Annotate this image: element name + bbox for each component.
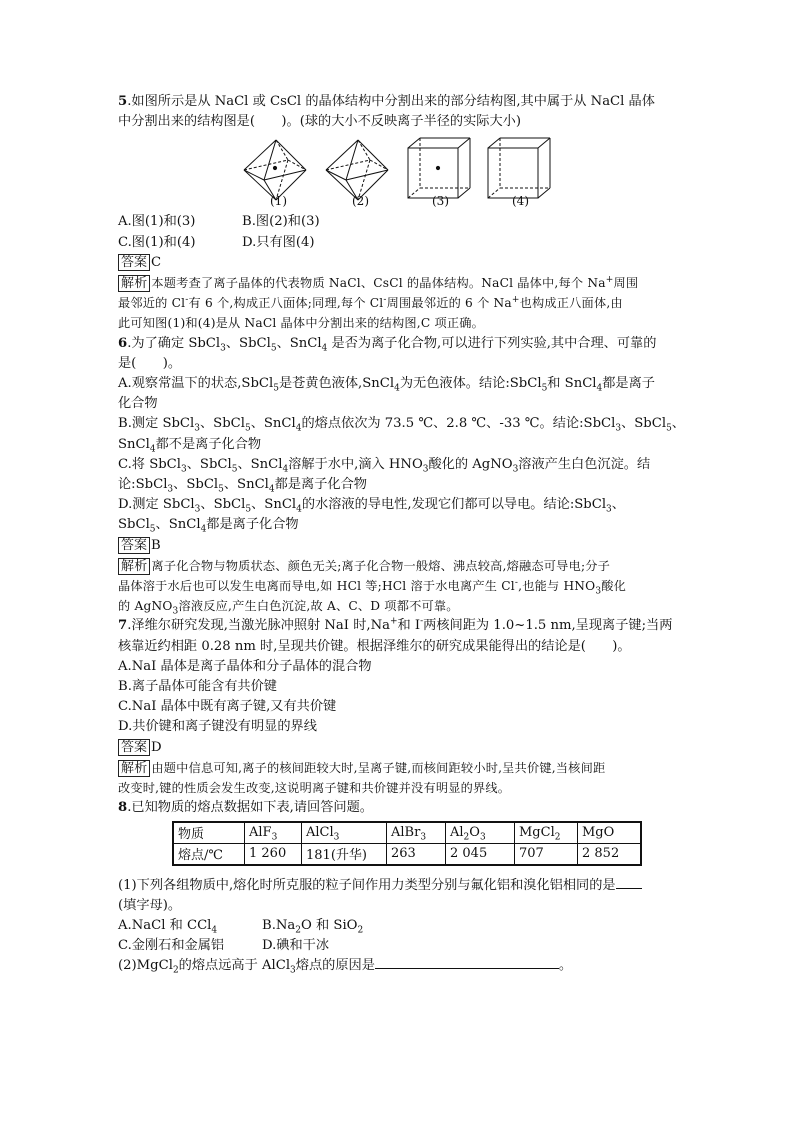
q5-option-b[interactable]: B.图(2)和(3) xyxy=(242,214,320,230)
q7-explanation-line1: 解析 由题中信息可知,离子的核间距较大时,呈离子键,而核间距较小时,呈共价键,当核间距 xyxy=(118,758,678,778)
q5-option-a[interactable]: A.图(1)和(3) xyxy=(118,214,196,230)
explanation-tag: 解析 xyxy=(118,558,150,575)
fig-label-4: (4) xyxy=(512,194,529,209)
q7-stem-line2: 核靠近约相距 0.28 nm 时,呈现共价键。根据泽维尔的研究成果能得出的结论是( )。 xyxy=(118,638,631,654)
answer-blank-1[interactable] xyxy=(616,888,642,889)
cube-figure-4 xyxy=(488,138,550,198)
q5-explanation-line1: 解析 本题考查了离子晶体的代表物质 NaCl、CsCl 的晶体结构。NaCl 晶体中,每个 Na+周围 xyxy=(118,273,678,293)
q7-explanation-line2: 改变时,键的性质会发生改变,这说明离子键和共价键并没有明显的界线。 xyxy=(118,781,511,796)
q8-part1-line1: (1)下列各组物质中,熔化时所克服的粒子间作用力类型分别与氟化铝和溴化铝相同的是 xyxy=(118,876,678,896)
q6-explanation-line1: 解析 离子化合物与物质状态、颜色无关;离子化合物一般熔、沸点较高,熔融态可导电;分子 xyxy=(118,556,678,576)
q7-option-c[interactable]: C.NaI 晶体中既有离子键,又有共价键 xyxy=(118,699,337,715)
fig-label-3: (3) xyxy=(432,194,449,209)
q7-option-b[interactable]: B.离子晶体可能含有共价键 xyxy=(118,679,277,695)
q8-option-c[interactable]: C.金刚石和金属铝 xyxy=(118,938,225,954)
q6-explanation-line3: 的 AgNO$_3$溶液反应,产生白色沉淀,故 A、C、D 项都不可靠。 xyxy=(118,599,459,617)
table-cell: 2 852 xyxy=(578,843,642,865)
table-cell: AlBr$_3$ xyxy=(387,822,446,844)
table-cell: AlCl$_3$ xyxy=(302,822,387,844)
q6-option-d-line1[interactable]: D.测定 SbCl$_3$、SbCl$_5$、SnCl$_4$的水溶液的导电性,发现它们都可以导电。结论:SbCl$_3$、 xyxy=(118,497,625,515)
q6-option-b-line1[interactable]: B.测定 SbCl$_3$、SbCl$_5$、SnCl$_4$的熔点依次为 73.5 ℃、2.8 ℃、-33 ℃。结论:SbCl$_3$、SbCl$_5$、 xyxy=(118,416,685,435)
q8-options-row2 xyxy=(118,936,678,956)
page xyxy=(118,92,685,977)
q8-options-row1 xyxy=(118,916,678,936)
q6-option-d-line2: SbCl$_5$、SnCl$_4$都是离子化合物 xyxy=(118,517,299,536)
q5-option-d[interactable]: D.只有图(4) xyxy=(242,234,315,250)
q7-stem-line1: 7.泽维尔研究发现,当激光脉冲照射 NaI 时,Na+和 I-两核间距为 1.0~1.5 nm,呈现离子键;当两 xyxy=(118,617,673,634)
explanation-tag: 解析 xyxy=(118,275,150,292)
q6-option-c-line1[interactable]: C.将 SbCl$_3$、SbCl$_5$、SnCl$_4$溶解于水中,滴入 $HNO_3$酸化的 AgNO$_3$溶液产生白色沉淀。结 xyxy=(118,456,651,475)
q6-answer: 答案 B xyxy=(118,536,678,556)
q8-part2: (2)MgCl$_2$的熔点远高于 AlCl$_3$熔点的原因是 。 xyxy=(118,958,573,976)
table-cell: 熔点/℃ xyxy=(173,843,245,865)
table-row xyxy=(173,822,641,844)
q6-option-c-line2: 论:SbCl$_3$、SbCl$_5$、SnCl$_4$都是离子化合物 xyxy=(118,477,367,495)
table-cell: 181(升华) xyxy=(302,843,387,865)
octahedron-figure-1 xyxy=(244,140,306,200)
q5-answer: 答案 C xyxy=(118,253,678,273)
q5-explanation-line2: 最邻近的 Cl-有 6 个,构成正八面体;同理,每个 Cl-周围最邻近的 6 个 Na+也构成正八面体,由 xyxy=(118,295,623,311)
q5-options-row1 xyxy=(118,212,678,232)
cube-figure-3 xyxy=(408,138,470,198)
q8-option-b[interactable]: $B.Na_2O$ 和 SiO$_2$ xyxy=(262,917,364,936)
table-cell: 2 045 xyxy=(446,843,515,865)
fig-label-1: (1) xyxy=(270,194,287,209)
fig-label-2: (2) xyxy=(352,194,369,209)
q6-explanation-line2: 晶体溶于水后也可以发生电离而导电,如 HCl 等;HCl 溶于水电离产生 Cl-,也能与 $HNO_3$酸化 xyxy=(118,578,627,597)
table-cell: 1 260 xyxy=(245,843,302,865)
q5-figures xyxy=(118,134,678,212)
table-cell: $Al_2O_3$ xyxy=(446,822,515,844)
q5-stem-line2: 中分割出来的结构图是( )。(球的大小不反映离子半径的实际大小) xyxy=(118,114,522,130)
table-row xyxy=(173,843,641,865)
q6-option-a-line2: 化合物 xyxy=(118,396,158,412)
q6-option-b-line2: SnCl$_4$都不是离子化合物 xyxy=(118,436,262,455)
answer-tag: 答案 xyxy=(118,254,150,271)
q7-option-a[interactable]: A.NaI 晶体是离子晶体和分子晶体的混合物 xyxy=(118,658,372,674)
q6-stem-line2: 是( )。 xyxy=(118,355,182,371)
q5-stem-line1: 5.如图所示是从 NaCl 或 CsCl 的晶体结构中分割出来的部分结构图,其中属于从 NaCl 晶体 xyxy=(118,94,655,109)
q7-option-d[interactable]: D.共价键和离子键没有明显的界线 xyxy=(118,719,317,735)
table-cell: 物质 xyxy=(173,822,245,844)
q5-explanation-line3: 此可知图(1)和(4)是从 NaCl 晶体中分割出来的结构图,C 项正确。 xyxy=(118,316,485,331)
q5-options-row2 xyxy=(118,233,678,253)
table-cell: MgCl$_2$ xyxy=(515,822,578,844)
q6-option-a-line1[interactable]: A.观察常温下的状态,SbCl$_5$是苍黄色液体,SnCl$_4$为无色液体。结论:SbCl$_5$和 SnCl$_4$都是离子 xyxy=(118,376,655,394)
answer-tag: 答案 xyxy=(118,537,150,554)
q8-stem: 8.已知物质的熔点数据如下表,请回答问题。 xyxy=(118,800,373,816)
explanation-tag: 解析 xyxy=(118,760,150,777)
table-cell: AlF$_3$ xyxy=(245,822,302,844)
answer-blank-2[interactable] xyxy=(375,968,559,969)
table-cell: 263 xyxy=(387,843,446,865)
q8-part1-line2: (填字母)。 xyxy=(118,897,182,913)
q7-answer: 答案 D xyxy=(118,738,678,758)
table-cell: MgO xyxy=(578,822,642,844)
answer-tag: 答案 xyxy=(118,739,150,756)
q6-stem-line1: 6.为了确定 SbCl$_3$、SbCl$_5$、SnCl$_4$ 是否为离子化合物,可以进行下列实验,其中合理、可靠的 xyxy=(118,335,657,354)
q8-option-d[interactable]: D.碘和干冰 xyxy=(262,938,330,954)
q8-option-a[interactable]: A.NaCl 和 CCl$_4$ xyxy=(118,917,218,936)
table-cell: 707 xyxy=(515,843,578,865)
octahedron-figure-2 xyxy=(326,140,388,200)
q5-option-c[interactable]: C.图(1)和(4) xyxy=(118,234,196,250)
melting-point-table xyxy=(172,821,642,866)
